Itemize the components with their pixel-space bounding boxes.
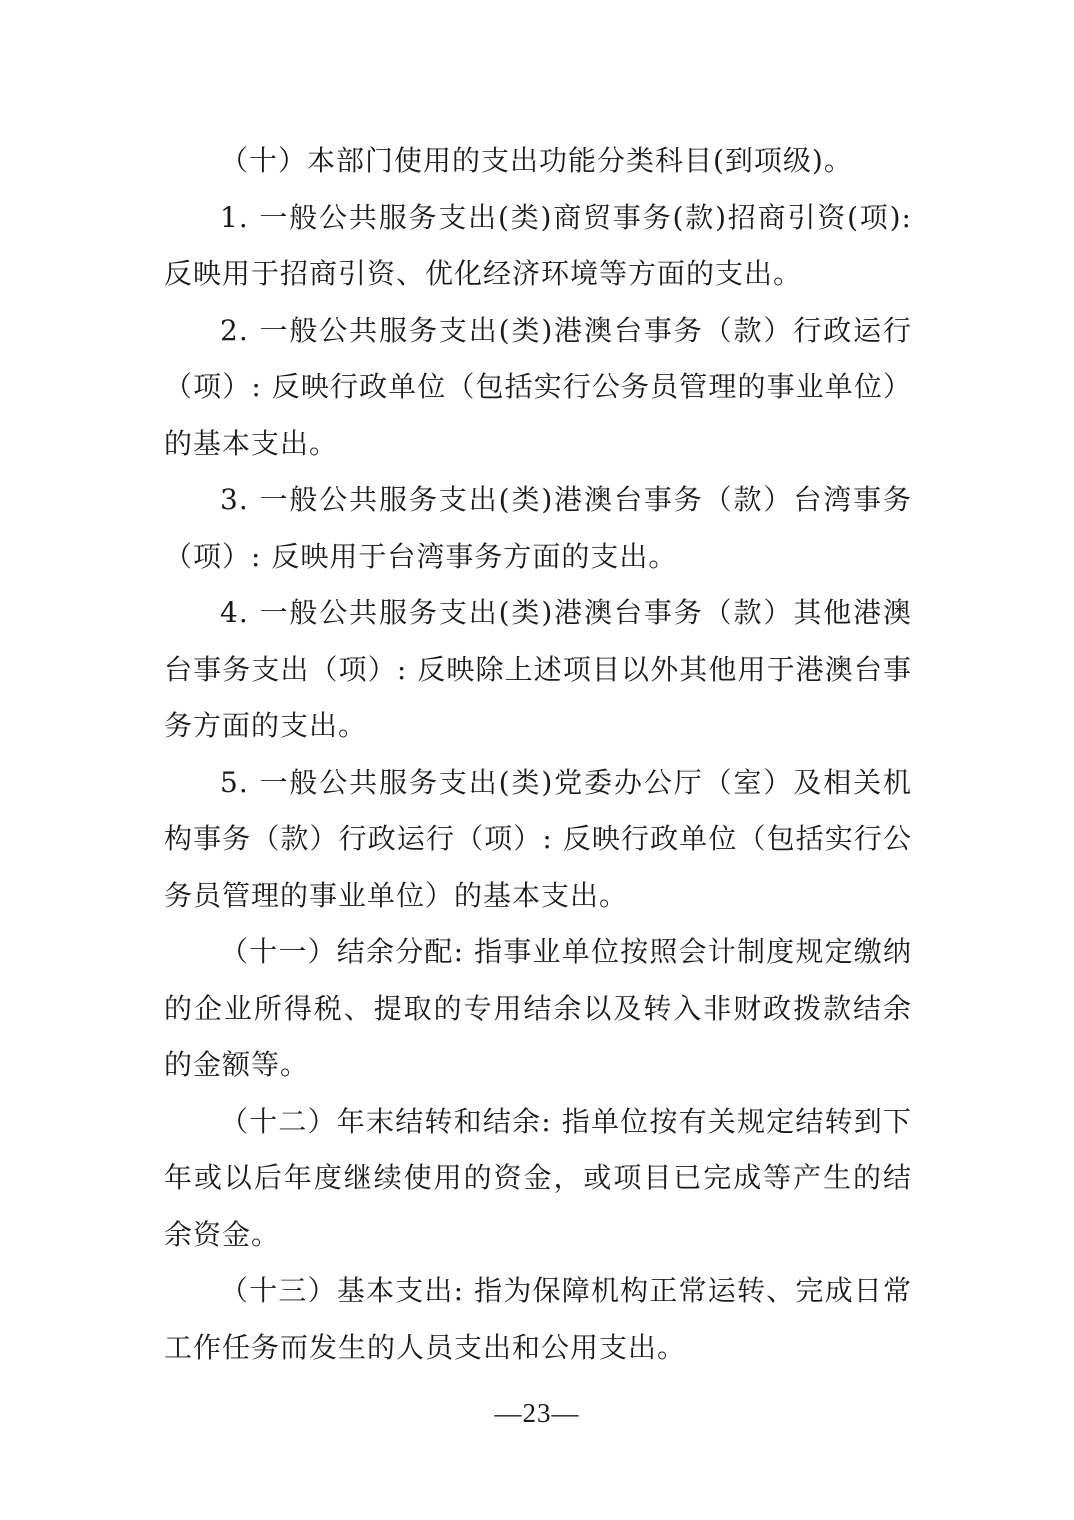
paragraph-13: （十三）基本支出: 指为保障机构正常运转、完成日常工作任务而发生的人员支出和公用支出。 [164, 1274, 912, 1364]
document-body [164, 133, 912, 1376]
paragraph-10-4: 4. 一般公共服务支出(类)港澳台事务（款）其他港澳台事务支出（项）: 反映除上述项目以外其他用于港澳台事务方面的支出。 [164, 596, 912, 742]
paragraph-10-1: 1. 一般公共服务支出(类)商贸事务(款)招商引资(项): 反映用于招商引资、优化经济环境等方面的支出。 [164, 200, 912, 290]
paragraph-10: （十）本部门使用的支出功能分类科目(到项级)。 [220, 144, 853, 177]
paragraph-10-2: 2. 一般公共服务支出(类)港澳台事务（款）行政运行（项）: 反映行政单位（包括实行公务员管理的事业单位）的基本支出。 [164, 313, 912, 460]
paragraph-11: （十一）结余分配: 指事业单位按照会计制度规定缴纳的企业所得税、提取的专用结余以及转入非财政拨款结余的金额等。 [164, 935, 912, 1081]
page-number: —23— [494, 1398, 580, 1428]
paragraph-10-3: 3. 一般公共服务支出(类)港澳台事务（款）台湾事务（项）: 反映用于台湾事务方面的支出。 [164, 483, 912, 573]
paragraph-12: （十二）年末结转和结余: 指单位按有关规定结转到下年或以后年度继续使用的资金，或项目已完成等产生的结余资金。 [164, 1104, 912, 1251]
paragraph-10-5: 5. 一般公共服务支出(类)党委办公厅（室）及相关机构事务（款）行政运行（项）: 反映行政单位（包括实行公务员管理的事业单位）的基本支出。 [164, 765, 912, 912]
